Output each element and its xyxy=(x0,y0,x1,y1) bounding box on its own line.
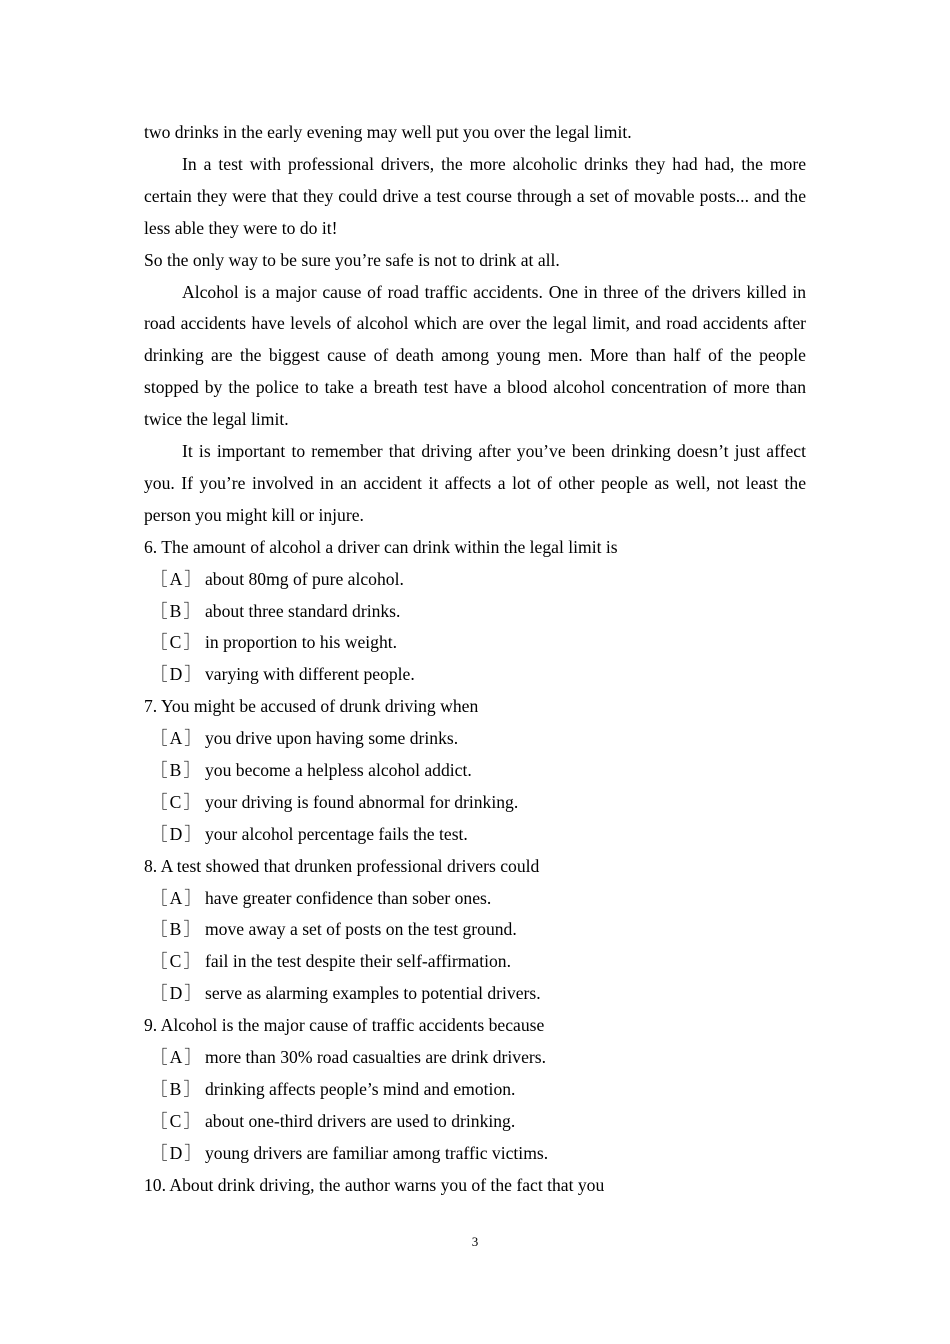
option-letter: ［D］ xyxy=(150,1142,204,1163)
question-7-stem: 7. You might be accused of drunk driving when xyxy=(144,696,479,717)
question-8-option-d xyxy=(144,978,806,1010)
page-number: 3 xyxy=(471,1234,479,1249)
option-letter: ［B］ xyxy=(150,919,203,940)
option-text: about 80mg of pure alcohol. xyxy=(205,568,404,589)
question-7-option-c xyxy=(144,787,806,819)
passage-paragraph-cause: Alcohol is a major cause of road traffic accidents. One in three of the drivers killed in road accidents have levels of alcohol which are over the legal limit, and road accidents after drinking are the biggest cause of death among young men. More than half of the people stopped by the police to take a breath test have a blood alcohol concentration of more than twice the legal limit. xyxy=(144,281,806,430)
option-letter: ［A］ xyxy=(150,728,204,749)
question-9-option-a xyxy=(144,1042,806,1074)
question-8-option-b xyxy=(144,914,806,946)
question-8-stem: 8. A test showed that drunken professional drivers could xyxy=(144,855,540,876)
passage-line-continued: two drinks in the early evening may well put you over the legal limit. xyxy=(144,122,632,142)
option-letter: ［C］ xyxy=(150,951,203,972)
option-text: your driving is found abnormal for drinking. xyxy=(205,791,519,812)
option-letter: ［D］ xyxy=(150,823,204,844)
question-6-option-a xyxy=(144,564,806,596)
option-text: have greater confidence than sober ones. xyxy=(205,887,492,908)
passage-paragraph-important: It is important to remember that driving after you’ve been drinking doesn’t just affect you. If you’re involved in an accident it affects a lot of other people as well, not least the person you might kill or injure. xyxy=(144,441,806,525)
option-letter: ［C］ xyxy=(150,1110,203,1131)
question-10-stem: 10. About drink driving, the author warns you of the fact that you xyxy=(144,1174,605,1195)
option-text: drinking affects people’s mind and emotion. xyxy=(205,1078,516,1099)
option-text: your alcohol percentage fails the test. xyxy=(205,823,468,844)
question-8-option-a xyxy=(144,883,806,915)
option-text: move away a set of posts on the test ground. xyxy=(205,919,517,940)
option-letter: ［A］ xyxy=(150,887,204,908)
option-letter: ［A］ xyxy=(150,568,204,589)
question-9-option-b xyxy=(144,1074,806,1106)
question-6-option-d xyxy=(144,659,806,691)
question-7-option-a xyxy=(144,723,806,755)
question-9-option-d xyxy=(144,1138,806,1170)
option-text: varying with different people. xyxy=(205,664,415,685)
passage-paragraph-test: In a test with professional drivers, the more alcoholic drinks they had had, the more certain they were that they could drive a test course through a set of movable posts... and the less able they were to do it! xyxy=(144,153,806,238)
passage-line-safe: So the only way to be sure you’re safe is not to drink at all. xyxy=(144,249,560,270)
question-6-stem: 6. The amount of alcohol a driver can drink within the legal limit is xyxy=(144,536,618,557)
option-letter: ［D］ xyxy=(150,664,204,685)
option-text: serve as alarming examples to potential drivers. xyxy=(205,983,541,1004)
option-letter: ［D］ xyxy=(150,983,204,1004)
option-letter: ［A］ xyxy=(150,1047,204,1067)
question-7-option-d xyxy=(144,819,806,851)
option-text: about one-third drivers are used to drinking. xyxy=(205,1110,516,1131)
option-text: you become a helpless alcohol addict. xyxy=(205,759,472,780)
option-text: more than 30% road casualties are drink drivers. xyxy=(205,1047,546,1067)
question-7-option-b xyxy=(144,755,806,787)
option-text: you drive upon having some drinks. xyxy=(205,728,459,749)
option-text: young drivers are familiar among traffic victims. xyxy=(205,1142,549,1163)
option-text: fail in the test despite their self-affirmation. xyxy=(205,951,512,972)
option-letter: ［B］ xyxy=(150,600,203,621)
option-text: about three standard drinks. xyxy=(205,600,401,621)
option-letter: ［B］ xyxy=(150,759,203,780)
document-body xyxy=(144,117,806,1201)
question-8-option-c xyxy=(144,946,806,978)
option-text: in proportion to his weight. xyxy=(205,632,398,653)
question-6-option-b xyxy=(144,596,806,628)
question-9-stem: 9. Alcohol is the major cause of traffic accidents because xyxy=(144,1015,545,1036)
option-letter: ［C］ xyxy=(150,791,203,812)
question-6-option-c xyxy=(144,627,806,659)
option-letter: ［C］ xyxy=(150,632,203,653)
question-9-option-c xyxy=(144,1106,806,1138)
option-letter: ［B］ xyxy=(150,1078,203,1099)
